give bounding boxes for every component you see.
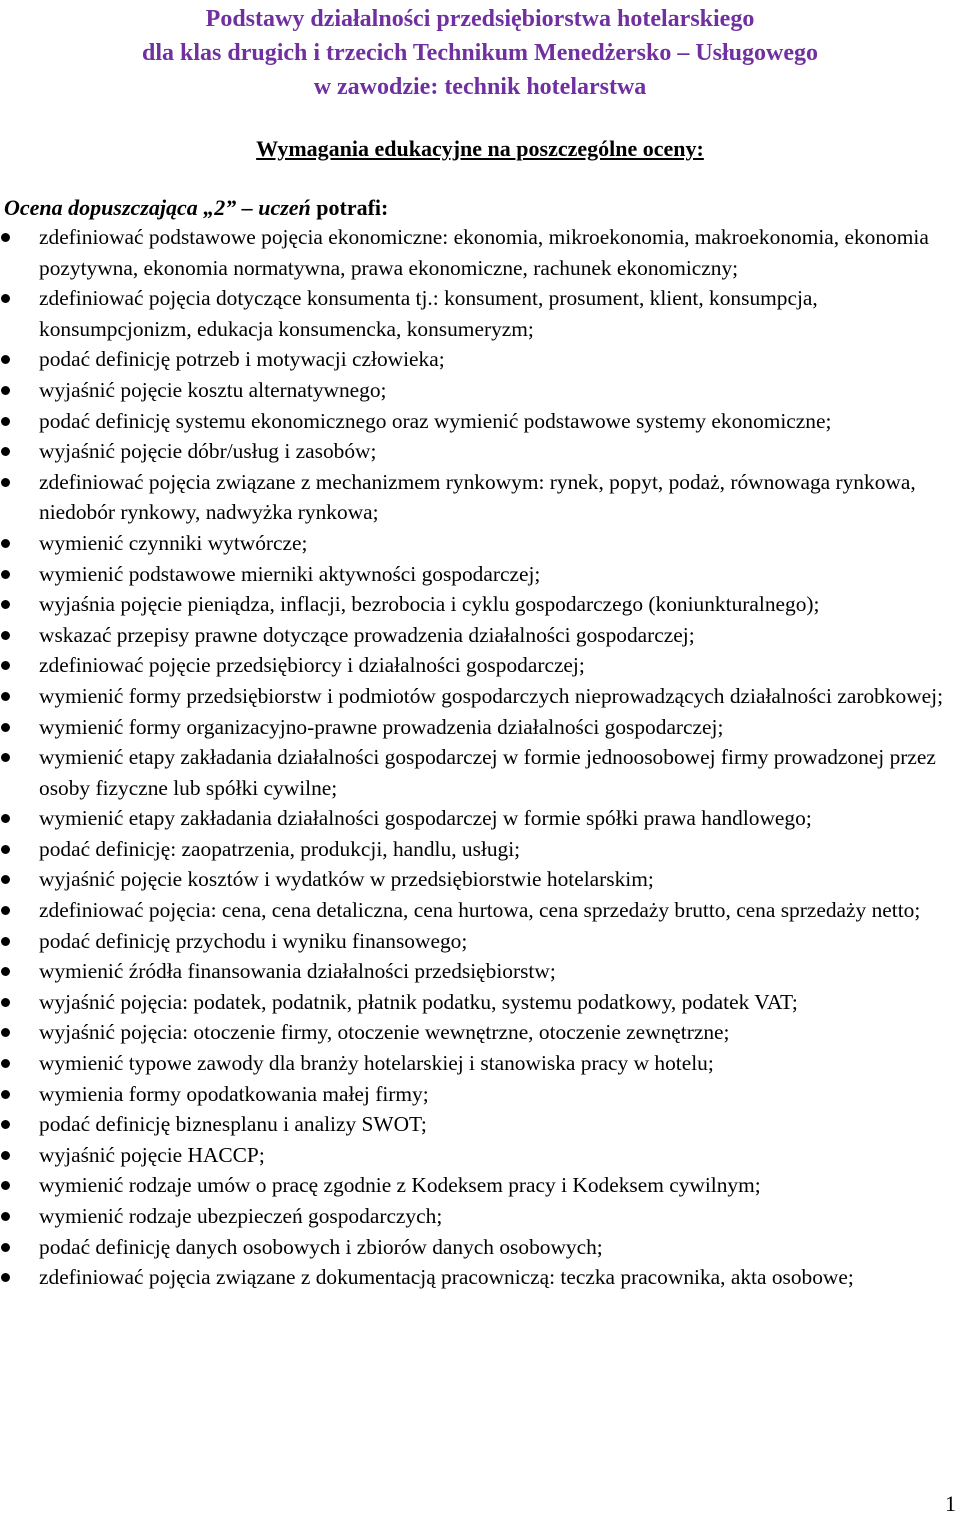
list-item-text: wymienić formy przedsiębiorstw i podmiotów gospodarczych nieprowadzących działalności zarobkowej; [39,683,944,708]
list-item [0,1017,960,1048]
grade-heading-label: Ocena dopuszczająca „2” – uczeń [4,195,311,220]
bullet-icon [1,1151,10,1160]
bullet-icon [1,814,10,823]
bullet-icon [1,386,10,395]
list-item [0,436,960,467]
list-item [0,528,960,559]
list-item [0,589,960,620]
list-item-text: wymienić podstawowe mierniki aktywności gospodarczej; [39,561,541,586]
list-item [0,620,960,651]
bullet-icon [1,478,10,487]
list-item-text: wymienić rodzaje ubezpieczeń gospodarczych; [39,1204,443,1228]
list-item [0,1140,960,1171]
bullet-icon [1,1059,10,1068]
list-item-text: wymienić formy organizacyjno-prawne prowadzenia działalności gospodarczej; [39,714,724,739]
list-item [0,712,960,743]
list-item-text: podać definicję: zaopatrzenia, produkcji, handlu, usługi; [39,836,521,861]
bullet-icon [1,233,10,242]
list-item [0,956,960,987]
list-item-text: zdefiniować pojęcia związane z dokumentacją pracowniczą: teczka pracownika, akta osobowe; [39,1265,854,1290]
bullet-icon [1,906,10,915]
list-item [0,375,960,406]
bullet-icon [1,875,10,884]
list-item [0,1109,960,1140]
list-item-text: wyjaśnić pojęcia: otoczenie firmy, otoczenie wewnętrzne, otoczenie zewnętrzne; [39,1020,730,1045]
list-item [0,222,960,283]
bullet-icon [1,1273,10,1282]
list-item-text: podać definicję przychodu i wyniku finansowego; [39,928,468,953]
list-item [0,1170,960,1201]
list-item [0,283,960,344]
requirements-list [0,222,960,1293]
list-item-text: podać definicję potrzeb i motywacji człowieka; [39,347,445,372]
list-item [0,926,960,957]
bullet-icon [1,631,10,640]
list-item-text: wskazać przepisy prawne dotyczące prowadzenia działalności gospodarczej; [39,622,695,647]
list-item [0,834,960,865]
list-item-text: podać definicję danych osobowych i zbiorów danych osobowych; [39,1234,603,1259]
bullet-icon [1,1028,10,1037]
list-item-text: zdefiniować pojęcia związane z mechanizmem rynkowym: rynek, popyt, podaż, równowaga rynkowa, niedobór rynkowy, nadwyżka rynkowa; [39,469,916,525]
list-item-text: podać definicję systemu ekonomicznego oraz wymienić podstawowe systemy ekonomiczne; [39,408,832,433]
list-item-text: wymienić etapy zakładania działalności gospodarczej w formie spółki prawa handlowego; [39,806,812,831]
bullet-icon [1,1181,10,1190]
list-item-text: wyjaśnić pojęcie HACCP; [39,1142,265,1167]
list-item-text: wymienić typowe zawody dla branży hotelarskiej i stanowiska pracy w hotelu; [39,1051,714,1076]
page-number: 1 [945,1491,956,1516]
list-item-text: wyjaśnić pojęcie kosztów i wydatków w przedsiębiorstwie hotelarskim; [39,867,654,892]
list-item [0,681,960,712]
title-line-2: dla klas drugich i trzecich Technikum Menedżersko – Usługowego [141,40,819,66]
bullet-icon [1,1212,10,1221]
list-item [0,895,960,926]
list-item [0,987,960,1018]
list-item [0,344,960,375]
document-title [0,2,960,104]
bullet-icon [1,1120,10,1129]
list-item-text: wymienia formy opodatkowania małej firmy; [39,1081,429,1106]
list-item-text: zdefiniować pojęcia dotyczące konsumenta tj.: konsument, prosument, klient, konsumpcja, konsumpcjonizm, edukacja konsumencka, konsumeryzm; [39,286,818,341]
bullet-icon [1,355,10,364]
section-heading: Wymagania edukacyjne na poszczególne oceny: [256,136,704,161]
list-item [0,1079,960,1110]
list-item [0,1201,960,1232]
bullet-icon [1,845,10,854]
list-item-text: podać definicję biznesplanu i analizy SWOT; [39,1112,427,1137]
bullet-icon [1,447,10,456]
list-item-text: zdefiniować pojęcia: cena, cena detaliczna, cena hurtowa, cena sprzedaży brutto, cena sprzedaży netto; [39,898,921,923]
title-line-3: w zawodzie: technik hotelarstwa [313,74,647,100]
bullet-icon [1,539,10,548]
bullet-icon [1,723,10,732]
grade-heading [4,193,388,223]
title-line-1: Podstawy działalności przedsiębiorstwa hotelarskiego [205,6,755,32]
list-item-text: wymienić rodzaje umów o pracę zgodnie z Kodeksem pracy i Kodeksem cywilnym; [39,1173,761,1198]
bullet-icon [1,1090,10,1099]
bullet-icon [1,294,10,303]
bullet-icon [1,661,10,670]
list-item-text: wyjaśnia pojęcie pieniądza, inflacji, bezrobocia i cyklu gospodarczego (koniunkturalnego); [39,592,820,617]
bullet-icon [1,692,10,701]
bullet-icon [1,753,10,762]
list-item [0,467,960,528]
bullet-icon [1,570,10,579]
list-item [0,650,960,681]
bullet-icon [1,937,10,946]
list-item [0,1048,960,1079]
list-item [0,1262,960,1293]
bullet-icon [1,1243,10,1252]
list-item [0,1232,960,1263]
list-item-text: wyjaśnić pojęcie dóbr/usług i zasobów; [39,439,377,464]
list-item-text: zdefiniować podstawowe pojęcia ekonomiczne: ekonomia, mikroekonomia, makroekonomia, ekonomia pozytywna, ekonomia normatywna, prawa ekonomiczne, rachunek ekonomiczny; [39,225,929,280]
bullet-icon [1,998,10,1007]
list-item [0,742,960,803]
list-item-text: wyjaśnić pojęcie kosztu alternatywnego; [39,377,387,402]
bullet-icon [1,967,10,976]
list-item-text: wymienić etapy zakładania działalności gospodarczej w formie jednoosobowej firmy prowadzonej przez osoby fizyczne lub spółki cywilne; [39,745,936,800]
bullet-icon [1,417,10,426]
bullet-icon [1,600,10,609]
list-item-text: wymienić czynniki wytwórcze; [39,530,308,555]
list-item [0,864,960,895]
list-item [0,406,960,437]
list-item [0,559,960,590]
list-item-text: wyjaśnić pojęcia: podatek, podatnik, płatnik podatku, systemu podatkowy, podatek VAT; [39,989,798,1014]
list-item [0,803,960,834]
grade-heading-suffix: potrafi: [310,195,389,220]
list-item-text: zdefiniować pojęcie przedsiębiorcy i działalności gospodarczej; [39,653,585,678]
list-item-text: wymienić źródła finansowania działalności przedsiębiorstw; [39,959,556,984]
